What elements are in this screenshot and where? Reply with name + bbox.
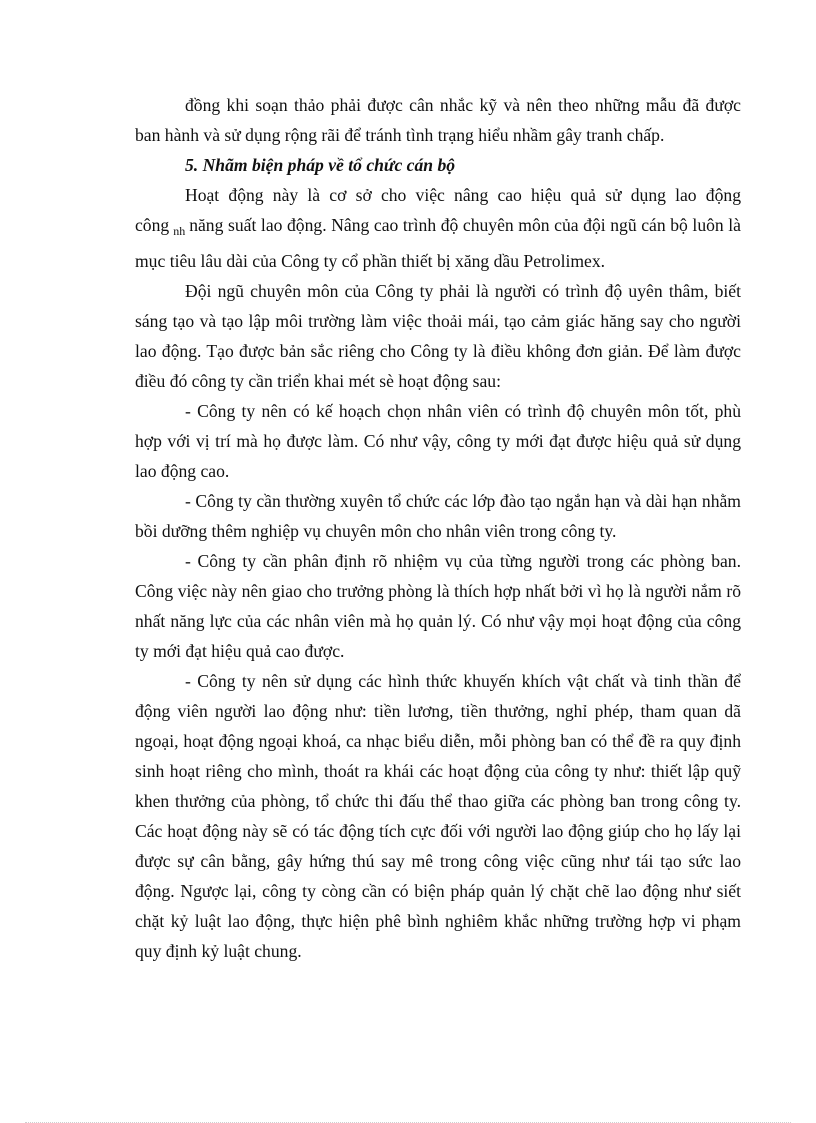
- bullet-item-4: - Công ty nên sử dụng các hình thức khuyến khích vật chất và tinh thần để động viên người lao động như: tiền lương, tiền thưởng, nghỉ phép, tham quan dã ngoại, hoạt động ngoại khoá, ca nhạc biểu diễn, mỗi phòng ban có thể đề ra quy định sinh hoạt riêng cho mình, thoát ra khái các hoạt động của công ty như: thiết lập quỹ khen thưởng của phòng, tổ chức thi đấu thể thao giữa các phòng ban trong công ty. Các hoạt động này sẽ có tác động tích cực đối với người lao động giúp cho họ lấy lại được sự cân bằng, gây hứng thú say mê trong công việc cũng như tái tạo sức lao động. Ngược lại, công ty còng cần có biện pháp quản lý chặt chẽ lao động như siết chặt kỷ luật lao động, thực hiện phê bình nghiêm khắc những trường hợp vi phạm quy định kỷ luật chung.: [135, 671, 741, 961]
- paragraph-continuation: đồng khi soạn thảo phải được cân nhắc kỹ và nên theo những mẫu đã được ban hành và sử dụng rộng rãi để tránh tình trạng hiểu nhầm gây tranh chấp.: [135, 95, 741, 145]
- section-heading: 5. Nhãm biện pháp về tổ chức cán bộ: [185, 155, 456, 175]
- paragraph-1-text-a: Hoạt động này là cơ sở cho việc nâng cao hiệu quả sử dụng lao động công: [135, 185, 741, 235]
- paragraph-1: [135, 180, 741, 276]
- bullet-item-1: - Công ty nên có kế hoạch chọn nhân viên có trình độ chuyên môn tốt, phù hợp với vị trí mà họ được làm. Có như vậy, công ty mới đạt được hiệu quả sử dụng lao động cao.: [135, 401, 741, 481]
- document-body: [135, 90, 741, 966]
- paragraph-1-text-b: năng suất lao động. Nâng cao trình độ chuyên môn của đội ngũ cán bộ luôn là mục tiêu lâu dài của Công ty cổ phần thiết bị xăng dầu Petrolimex.: [135, 215, 741, 271]
- bullet-item-2: - Công ty cần thường xuyên tổ chức các lớp đào tạo ngắn hạn và dài hạn nhằm bồi dưỡng thêm nghiệp vụ chuyên môn cho nhân viên trong công ty.: [135, 491, 741, 541]
- paragraph-1-subscript: nh: [173, 224, 186, 238]
- paragraph-2: Đội ngũ chuyên môn của Công ty phải là người có trình độ uyên thâm, biết sáng tạo và tạo lập môi trường làm việc thoải mái, tạo cảm giác hăng say cho người lao động. Tạo được bản sắc riêng cho Công ty là điều không đơn giản. Để làm được điều đó công ty cần triển khai mét sè hoạt động sau:: [135, 281, 741, 391]
- bullet-item-3: - Công ty cần phân định rõ nhiệm vụ của từng người trong các phòng ban. Công việc này nên giao cho trưởng phòng là thích hợp nhất bởi vì họ là người nắm rõ nhất năng lực của các nhân viên mà họ quản lý. Có như vậy mọi hoạt động của công ty mới đạt hiệu quả cao được.: [135, 551, 741, 661]
